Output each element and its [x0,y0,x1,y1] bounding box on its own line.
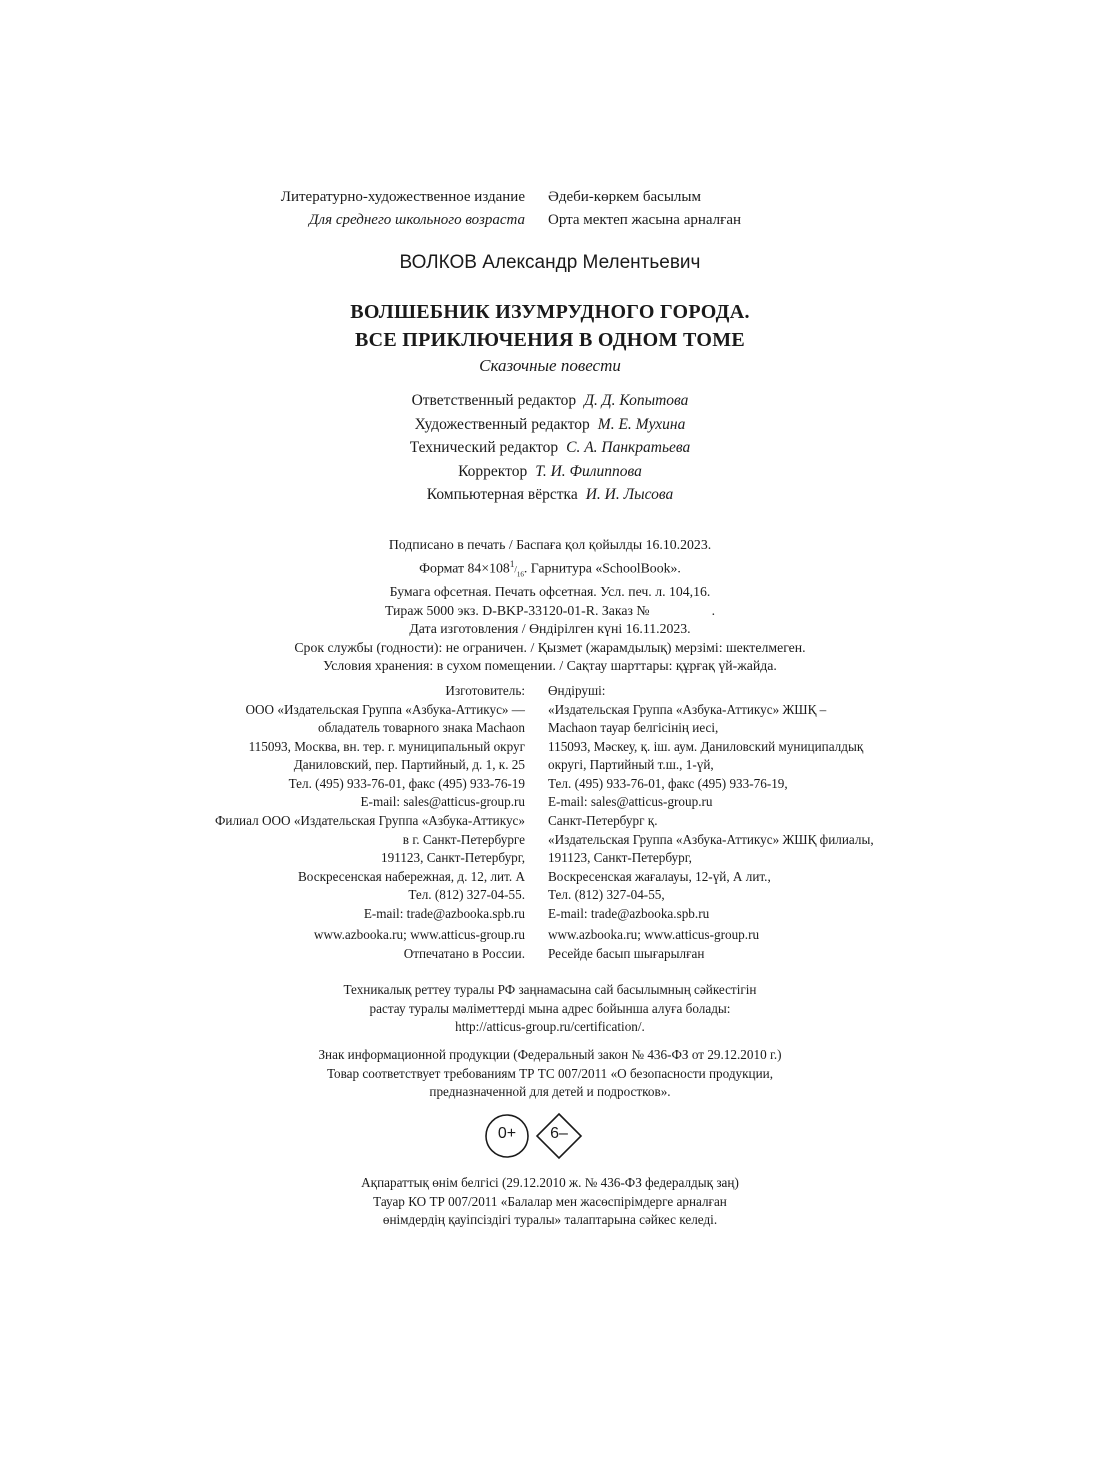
branch-line: Тел. (812) 327-04-55, [548,887,665,902]
certification-note [0,981,1100,1037]
edition-type: Литературно-художественное издание [280,189,525,205]
info-sign-line: Товар соответствует требованиям ТР ТС 007/2011 «О безопасности продукции, [326,1065,774,1081]
staff-row [0,483,1100,507]
manufacturer-line: Изготовитель: [445,683,525,698]
kz-sign-line: өнімдердің қауіпсіздігі туралы» талаптарына сәйкес келеді. [382,1212,718,1227]
manufacturer-line: Өндіруші: [548,683,606,698]
branch-email: E-mail: trade@azbooka.spb.ru [363,905,525,921]
info-sign-line: Знак информационной продукции (Федеральный закон № 436-ФЗ от 29.12.2010 г.) [318,1047,782,1062]
staff-name: Д. Д. Копытова [584,392,689,409]
manufacturer-line: обладатель товарного знака Machaon [318,720,525,735]
format-line: Формат $84\times 108^1/_{16}$. Гарнитура «SchoolBook». [419,558,681,578]
imprint-block [0,536,1100,676]
branch-line: Филиал ООО «Издательская Группа «Азбука-Аттикус» [215,813,525,828]
branch-email: E-mail: trade@azbooka.spb.ru [548,905,710,921]
certification-url: http://atticus-group.ru/certification/. [455,1019,645,1034]
format-text: Формат 84×108 [419,560,510,576]
kz-sign-note [0,1174,1100,1230]
subtitle: Сказочные повести [479,356,621,375]
branch-line: в г. Санкт-Петербурге [402,831,525,847]
branch-line: 191123, Санкт-Петербург, [381,850,525,865]
title-line-2: ВСЕ ПРИКЛЮЧЕНИЯ В ОДНОМ ТОМЕ [354,329,746,351]
branch-ru [215,812,525,923]
info-sign-line: предназначенной для детей и подростков». [429,1084,671,1099]
format-den: 16 [516,569,524,578]
format-num: 1 [509,558,515,569]
book-title [0,298,1100,354]
staff-role: Корректор [458,462,528,480]
branch-line: «Издательская Группа «Азбука-Аттикус» ЖШҚ филиалы, [548,831,874,847]
author: ВОЛКОВ Александр Мелентьевич [399,252,701,273]
kz-sign-line: Ақпараттық өнім белгісі (29.12.2010 ж. № 436-ФЗ федералдық заң) [361,1175,739,1190]
staff-role: Ответственный редактор [411,392,577,409]
title-line-1: ВОЛШЕБНИК ИЗУМРУДНОГО ГОРОДА. [350,301,750,323]
age-badges [483,1112,593,1160]
manufacturer-line: ООО «Издательская Группа «Азбука-Аттикус» — [245,701,525,717]
manufacturer-email: E-mail: sales@atticus-group.ru [360,794,525,809]
web-ru [314,926,525,963]
certification-line: растау туралы мәліметтерді мына адрес бойынша алуға болады: [369,1000,731,1016]
info-sign-note [0,1046,1100,1102]
manufacturer-email: E-mail: sales@atticus-group.ru [548,794,713,809]
branch-line: Тел. (812) 327-04-55. [408,887,525,902]
manufacturer-line: Machaon тауар белгісінің иесі, [548,720,719,735]
staff-name: И. И. Лысова [585,486,674,503]
format-post: . Гарнитура «SchoolBook». [523,560,681,576]
website-links: www.azbooka.ru; www.atticus-group.ru [548,927,760,942]
paper-line: Бумага офсетная. Печать офсетная. Усл. печ. л. 104,16. [389,584,711,600]
manufacturer-kz [548,682,863,812]
manufacturer-line: 115093, Москва, вн. тер. г. муниципальный округ [248,738,525,754]
run-end: . [711,602,716,618]
signed-date: Подписано в печать / Баспаға қол қойылды 16.10.2023. [388,537,712,552]
staff-row [0,413,1100,437]
branch-line: Санкт-Петербург қ. [548,813,658,828]
made-date: Дата изготовления / Өндірілген күні 16.11.2023. [409,621,691,637]
staff-role: Художественный редактор [414,415,590,433]
certification-line: Техникалық реттеу туралы РФ заңнамасына сай басылымның сәйкестігін [343,982,757,997]
branch-line: 191123, Санкт-Петербург, [548,850,692,865]
header-left [281,186,525,232]
header-right [548,186,741,232]
staff-role: Компьютерная вёрстка [426,486,578,503]
branch-line: Воскресенская набережная, д. 12, лит. А [298,868,525,884]
edition-type-kz: Әдеби-көркем басылым [548,189,701,205]
service-life: Срок службы (годности): не ограничен. / Қызмет (жарамдылық) мерзімі: шектелмеген. [294,639,806,655]
run-text: Тираж 5000 экз. D-BKP-33120-01-R. Заказ № [384,602,650,618]
staff-row [0,389,1100,413]
staff-name: С. А. Панкратьева [566,439,691,456]
manufacturer-line: Тел. (495) 933-76-01, факс (495) 933-76-19, [548,775,788,791]
manufacturer-line: «Издательская Группа «Азбука-Аттикус» ЖШҚ – [548,701,827,717]
web-kz [548,926,759,963]
branch-kz [548,812,874,923]
manufacturer-line: 115093, Мәскеу, қ. іш. аум. Даниловский муниципалдық [548,738,864,754]
age-group: Для среднего школьного возраста [309,212,525,228]
run-line [0,602,1100,621]
manufacturer-line: округі, Партийный т.ш., 1-үй, [548,757,714,772]
printed-in: Ресейде басып шығарылған [548,945,705,961]
manufacturer-ru [245,682,525,812]
branch-line: Воскресенская жағалауы, 12-үй, А лит., [548,868,771,884]
staff-name: М. Е. Мухина [597,415,686,433]
website-links: www.azbooka.ru; www.atticus-group.ru [313,927,525,942]
staff-list [0,389,1100,507]
age-rating-circle: 0+ [497,1125,517,1142]
staff-row [0,460,1100,484]
kz-sign-line: Тауар КО ТР 007/2011 «Балалар мен жасөспірімдерге арналған [373,1193,727,1209]
age-rating-diamond: 6– [550,1125,568,1142]
staff-role: Технический редактор [409,439,559,456]
staff-name: Т. И. Филиппова [535,462,642,480]
printed-in: Отпечатано в России. [403,945,525,961]
staff-row [0,436,1100,460]
manufacturer-line: Тел. (495) 933-76-01, факс (495) 933-76-19 [288,775,525,791]
manufacturer-line: Даниловский, пер. Партийный, д. 1, к. 25 [293,757,525,772]
age-group-kz: Орта мектеп жасына арналған [548,212,742,228]
storage-conditions: Условия хранения: в сухом помещении. / Сақтау шарттары: құрғақ үй-жайда. [323,658,777,674]
